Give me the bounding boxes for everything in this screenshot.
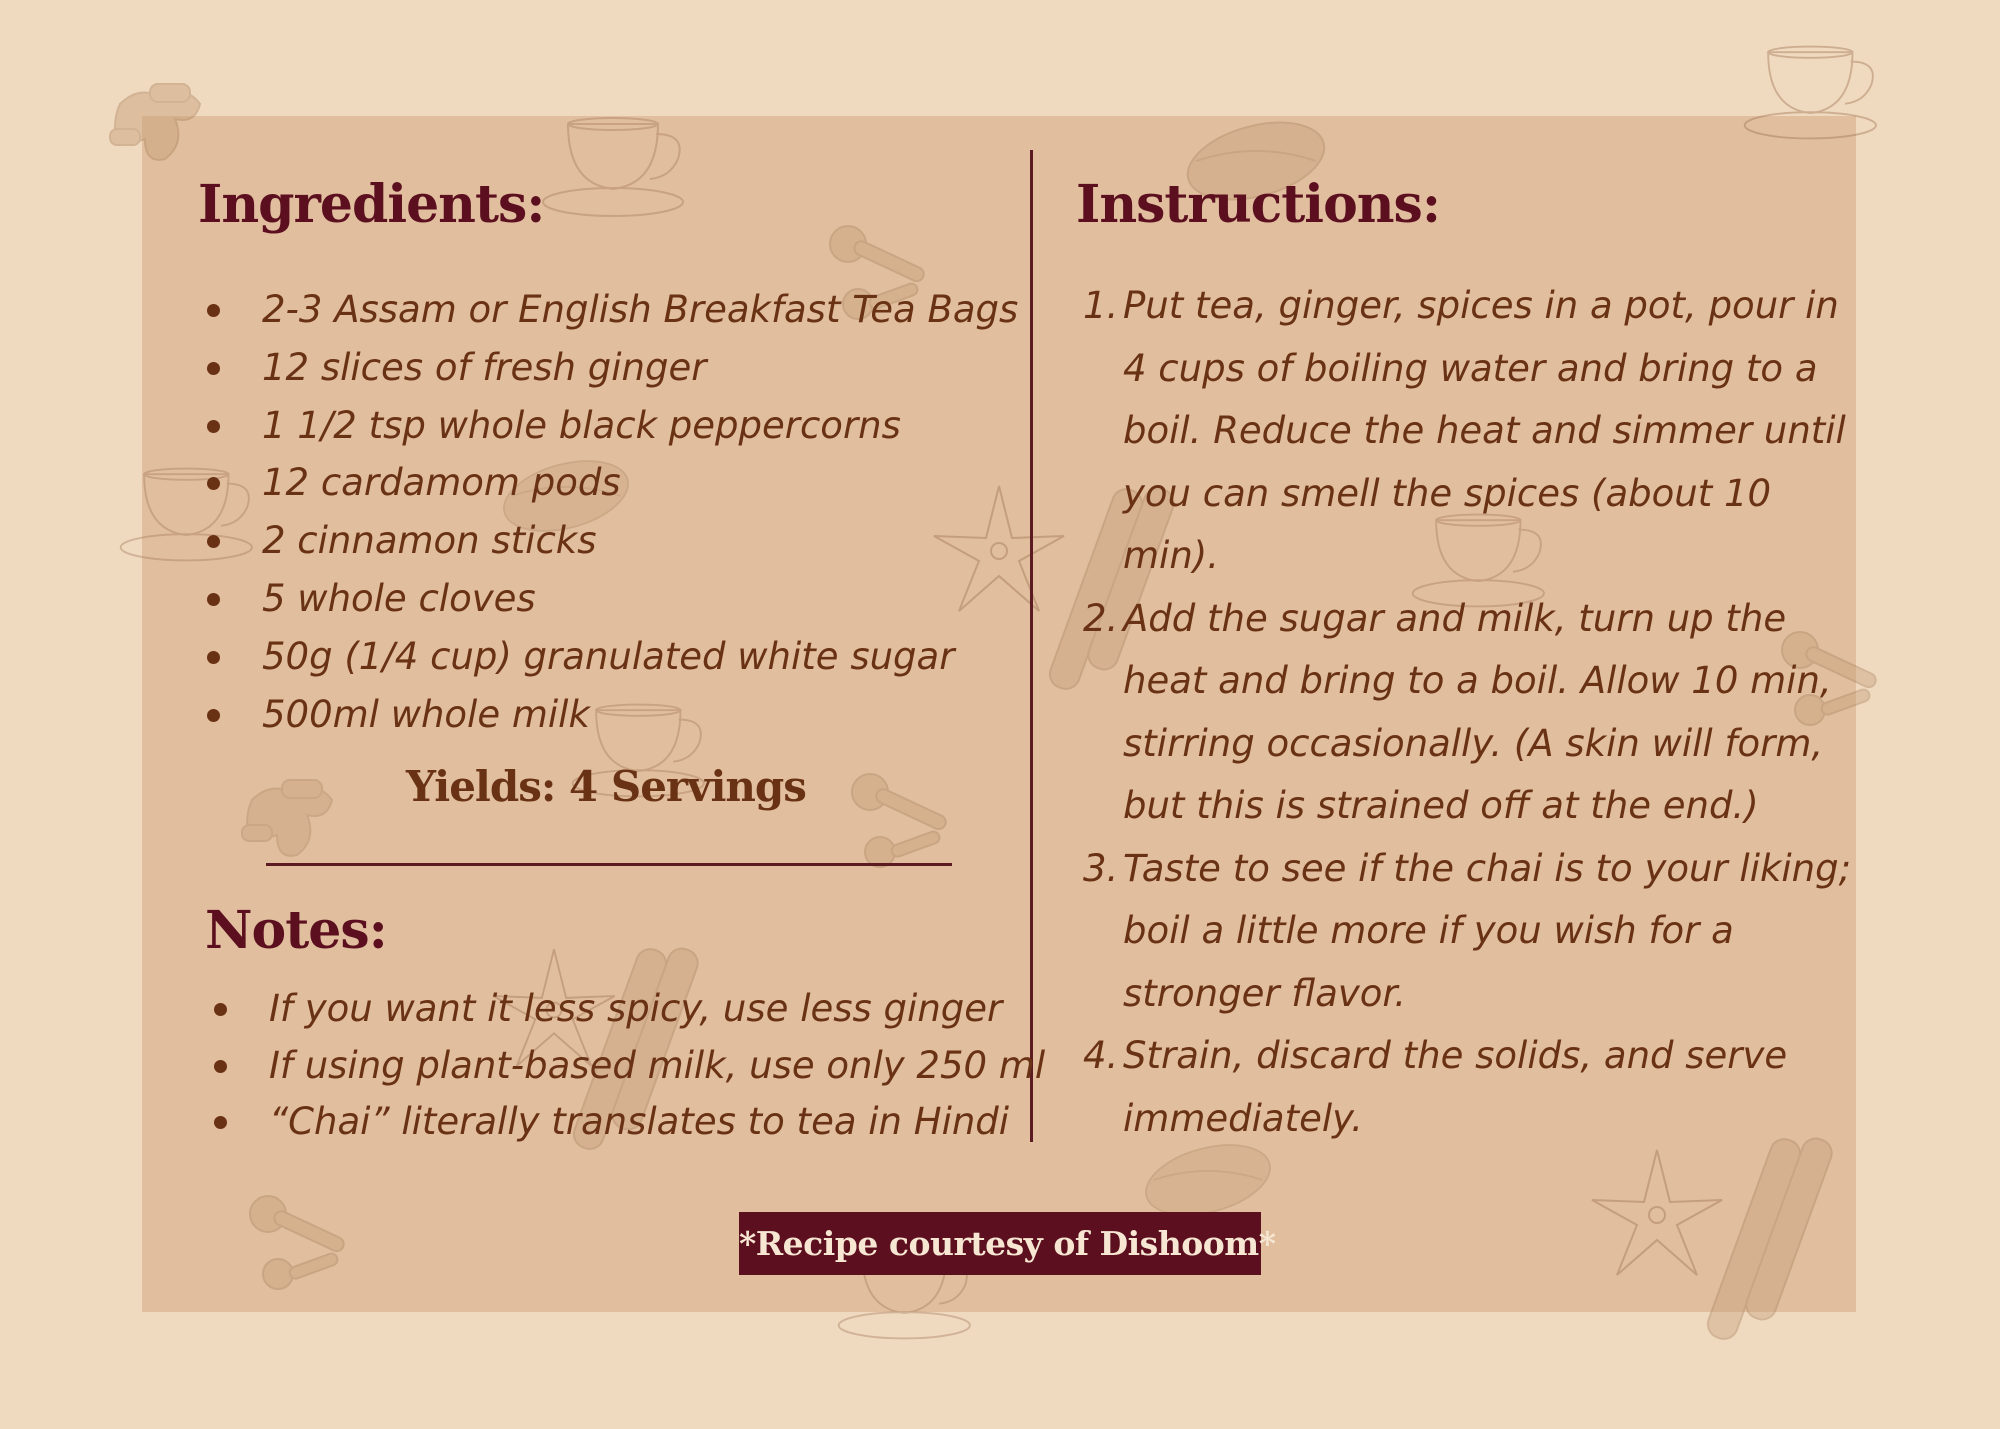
step-text: Add the sugar and milk, turn up the heat and bring to a boil. Allow 10 min, stirring occasionally. (A skin will form, but this is strained off at the end.) — [1123, 596, 1832, 827]
instruction-step — [1083, 1025, 1853, 1150]
courtesy-banner: *Recipe courtesy of Dishoom* — [739, 1212, 1261, 1275]
list-item: If using plant-based milk, use only 250 ml — [214, 1038, 1045, 1095]
step-number: 2. — [1083, 596, 1119, 640]
step-number: 4. — [1083, 1034, 1119, 1077]
bullet-icon — [207, 593, 220, 606]
instructions-heading: Instructions: — [1076, 174, 1441, 235]
bullet-icon — [207, 709, 220, 722]
instruction-step — [1083, 275, 1853, 588]
bullet-icon — [207, 535, 220, 548]
list-item: 50g (1/4 cup) granulated white sugar — [207, 628, 1018, 686]
instruction-step — [1083, 588, 1853, 838]
ingredients-heading: Ingredients: — [198, 174, 545, 235]
step-text: Taste to see if the chai is to your liking; boil a little more if you wish for a stronger flavor. — [1123, 846, 1852, 1015]
instructions-list — [1083, 275, 1853, 1150]
list-item: 500ml whole milk — [207, 686, 1018, 744]
notes-heading: Notes: — [205, 900, 387, 961]
notes-list — [214, 981, 1045, 1151]
instruction-step — [1083, 838, 1853, 1026]
list-item: 12 slices of fresh ginger — [207, 339, 1018, 397]
list-item: If you want it less spicy, use less ginger — [214, 981, 1045, 1038]
yields-label: Yields: 4 Servings — [406, 762, 806, 811]
bullet-icon — [207, 304, 220, 317]
bullet-icon — [207, 651, 220, 664]
bullet-icon — [214, 1003, 227, 1016]
step-number: 3. — [1083, 846, 1119, 890]
bullet-icon — [214, 1060, 227, 1073]
bullet-icon — [207, 477, 220, 490]
list-item: 2-3 Assam or English Breakfast Tea Bags — [207, 281, 1018, 339]
step-text: Strain, discard the solids, and serve immediately. — [1123, 1034, 1788, 1140]
ingredients-list — [207, 281, 1018, 743]
list-item: 2 cinnamon sticks — [207, 512, 1018, 570]
bullet-icon — [207, 420, 220, 433]
list-item: 12 cardamom pods — [207, 454, 1018, 512]
step-text: Put tea, ginger, spices in a pot, pour in 4 cups of boiling water and bring to a boil. Reduce the heat and simmer until you can smell the spices (about 10 min). — [1123, 284, 1846, 577]
bullet-icon — [214, 1116, 227, 1129]
bullet-icon — [207, 362, 220, 375]
list-item: 1 1/2 tsp whole black peppercorns — [207, 397, 1018, 455]
list-item: 5 whole cloves — [207, 570, 1018, 628]
step-number: 1. — [1083, 284, 1119, 327]
list-item: “Chai” literally translates to tea in Hindi — [214, 1094, 1045, 1151]
section-divider — [266, 863, 952, 866]
